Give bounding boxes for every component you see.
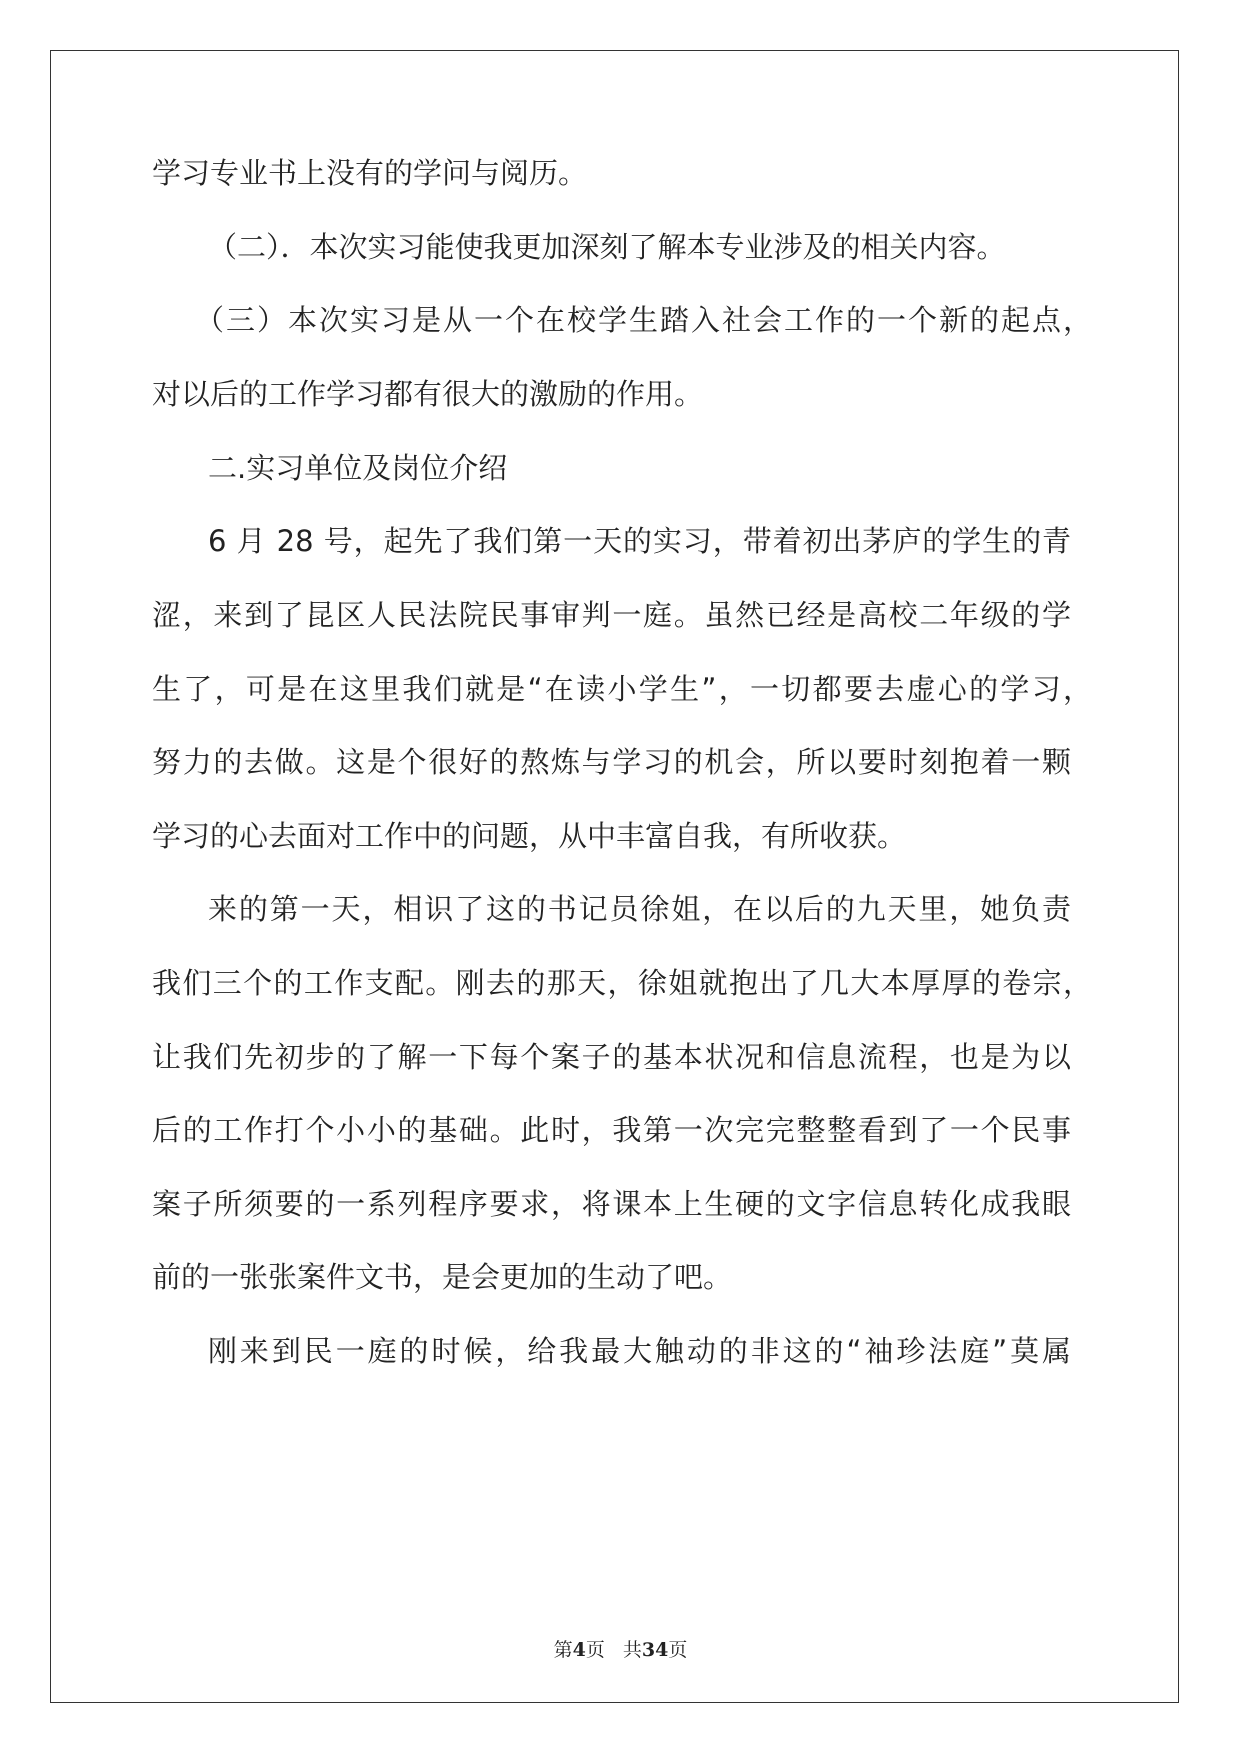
text-line: 生了，可是在这里我们就是“在读小学生”，一切都要去虚心的学习， (152, 672, 1092, 706)
page-prefix: 第 (553, 1639, 573, 1661)
section-heading: 二.实习单位及岗位介绍 (208, 451, 508, 485)
text-line: 对以后的工作学习都有很大的激励的作用。 (152, 377, 704, 411)
text-line: 刚来到民一庭的时候，给我最大触动的非这的“袖珍法庭”莫属 (208, 1334, 1071, 1368)
text-line: 来的第一天，相识了这的书记员徐姐，在以后的九天里，她负责 (208, 892, 1071, 926)
text-line: 学习的心去面对工作中的问题，从中丰富自我，有所收获。 (152, 819, 907, 853)
text-line: （二）．本次实习能使我更加深刻了解本专业涉及的相关内容。 (208, 230, 1006, 264)
text-line: 让我们先初步的了解一下每个案子的基本状况和信息流程，也是为以 (152, 1040, 1071, 1074)
page-number: 4 (572, 1639, 586, 1661)
text-line: 学习专业书上没有的学问与阅历。 (152, 156, 588, 190)
page-footer (0, 1635, 1241, 1662)
total-suffix: 页 (668, 1639, 688, 1661)
text-line: 前的一张张案件文书，是会更加的生动了吧。 (152, 1260, 733, 1294)
text-line: 努力的去做。这是个很好的熬炼与学习的机会，所以要时刻抱着一颗 (152, 745, 1071, 779)
text-line: 涩，来到了昆区人民法院民事审判一庭。虽然已经是高校二年级的学 (152, 598, 1071, 632)
total-prefix: 共 (622, 1639, 642, 1661)
text-line: 后的工作打个小小的基础。此时，我第一次完完整整看到了一个民事 (152, 1113, 1071, 1147)
page-suffix: 页 (585, 1639, 605, 1661)
text-line: 我们三个的工作支配。刚去的那天，徐姐就抱出了几大本厚厚的卷宗， (152, 966, 1092, 1000)
text-line: 案子所须要的一系列程序要求，将课本上生硬的文字信息转化成我眼 (152, 1187, 1071, 1221)
text-line: （三）本次实习是从一个在校学生踏入社会工作的一个新的起点， (195, 303, 1092, 337)
page-border (50, 50, 1179, 1703)
text-line: 6 月 28 号，起先了我们第一天的实习，带着初出茅庐的学生的青 (208, 524, 1071, 558)
total-pages: 34 (641, 1639, 669, 1661)
